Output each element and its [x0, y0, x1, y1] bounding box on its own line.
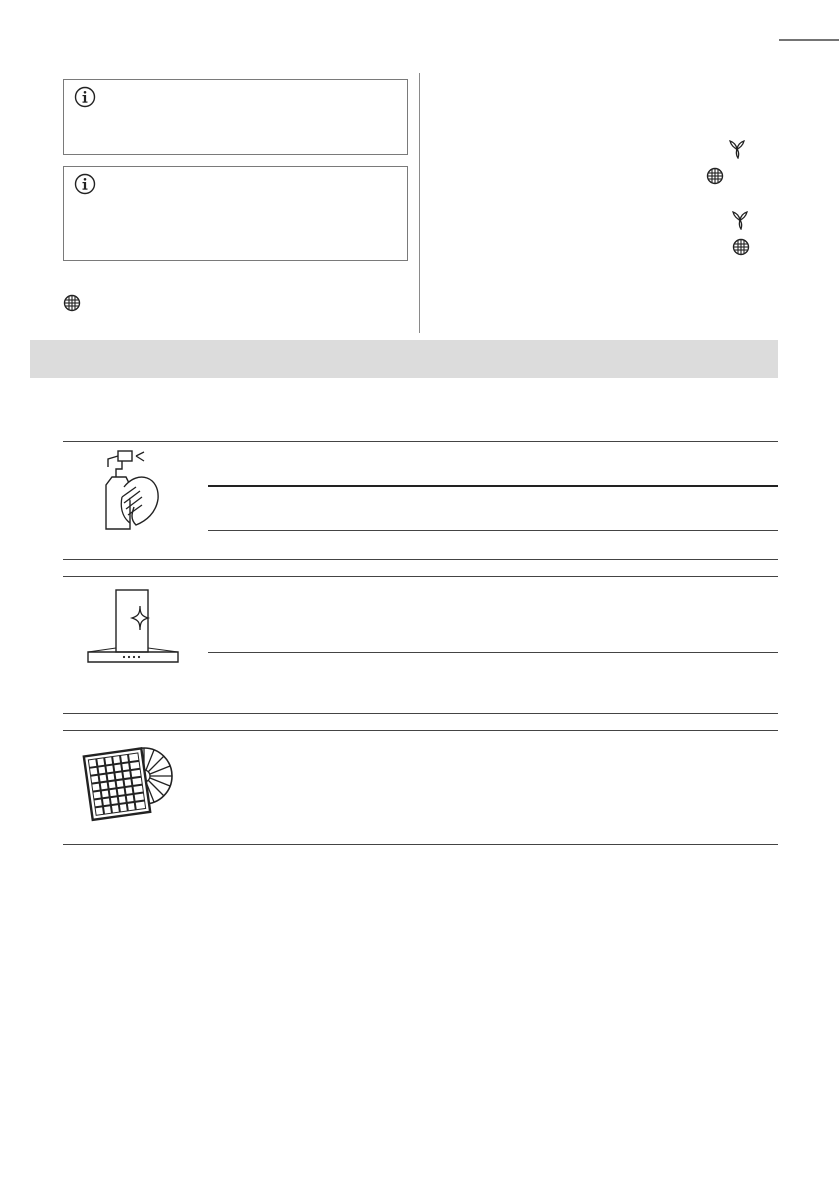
column-divider	[419, 73, 420, 333]
fan-icon	[730, 210, 750, 230]
hood-clean-icon	[84, 588, 182, 664]
table-rule	[63, 713, 778, 714]
table-rule	[63, 844, 778, 845]
table-rule	[208, 652, 778, 653]
filter-replace-icon	[82, 738, 178, 824]
info-note-2	[63, 166, 408, 261]
section-header-band	[30, 340, 778, 378]
info-note-1	[63, 79, 408, 155]
info-icon	[74, 86, 96, 108]
table-rule	[63, 559, 778, 560]
table-rule	[208, 530, 778, 531]
table-rule	[63, 576, 778, 577]
grid-filter-icon	[706, 167, 724, 185]
crop-mark	[779, 0, 839, 50]
grid-filter-icon	[63, 294, 81, 312]
table-rule	[208, 485, 778, 487]
grid-filter-icon	[732, 238, 750, 256]
fan-icon	[727, 139, 747, 159]
spray-cloth-icon	[100, 447, 162, 531]
table-rule	[63, 730, 778, 731]
table-rule	[63, 441, 778, 442]
info-icon	[74, 173, 96, 195]
